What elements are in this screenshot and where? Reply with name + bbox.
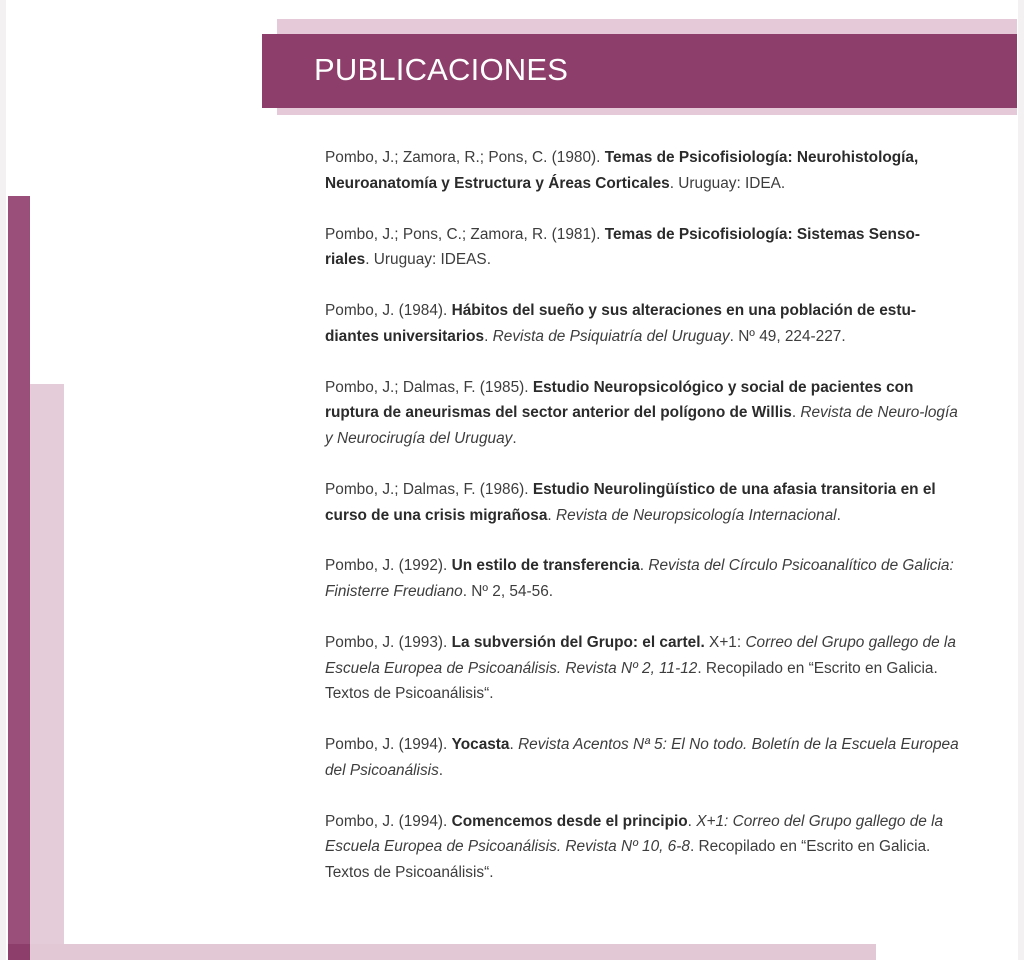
- pub-authors: Pombo, J.; Dalmas, F. (1985).: [325, 378, 533, 396]
- pub-authors: Pombo, J. (1984).: [325, 302, 452, 320]
- publication-item: [325, 553, 960, 604]
- publication-item: [325, 732, 960, 783]
- section-title: PUBLICACIONES: [314, 52, 569, 87]
- pub-journal: X+1: Correo del Grupo gallego de la Escuela Europea de Psicoanálisis. Revista Nº 10, 6-8: [325, 812, 944, 856]
- pub-title: Temas de Psicofisiología: Sistemas Senso-riales: [325, 225, 921, 269]
- pub-separator: .: [509, 736, 519, 754]
- pub-journal: Revista de Psiquiatría del Uruguay: [492, 327, 730, 345]
- pub-separator: .: [687, 812, 697, 830]
- pub-title: Estudio Neurolingüístico de una afasia transitoria en el curso de una crisis migrañosa: [325, 480, 936, 524]
- left-decoration-bar: [8, 196, 30, 960]
- bottom-decoration: [8, 944, 876, 960]
- pub-authors: Pombo, J. (1993).: [325, 634, 452, 652]
- pub-separator: .: [484, 327, 493, 345]
- pub-title: La subversión del Grupo: el cartel.: [451, 634, 705, 652]
- pub-separator: .: [547, 506, 556, 524]
- publication-item: [325, 222, 960, 273]
- pub-title: Hábitos del sueño y sus alteraciones en una población de estu-diantes universitarios: [325, 302, 917, 345]
- publication-item: [325, 375, 960, 452]
- pub-title: Un estilo de transferencia: [451, 557, 640, 575]
- pub-title: Estudio Neuropsicológico y social de pacientes con ruptura de aneurismas del sector anterior del polígono de Willis: [325, 378, 914, 422]
- pub-journal: Revista de Neuropsicología Internacional: [555, 506, 837, 524]
- pub-details: . Uruguay: IDEAS.: [365, 251, 491, 269]
- pub-journal: Revista Acentos Nª 5: El No todo. Boletín de la Escuela Europea del Psicoanálisis: [325, 736, 959, 779]
- publication-item: [325, 298, 960, 349]
- publication-item: [325, 477, 960, 528]
- pub-authors: Pombo, J. (1994).: [325, 812, 452, 830]
- pub-details: .: [836, 506, 841, 524]
- pub-details: . Uruguay: IDEA.: [669, 174, 786, 192]
- pub-title: Comencemos desde el principio: [451, 812, 688, 830]
- section-header: [262, 34, 1017, 108]
- pub-authors: Pombo, J. (1992).: [325, 557, 452, 575]
- pub-authors: Pombo, J.; Pons, C.; Zamora, R. (1981).: [325, 225, 605, 243]
- pub-journal: Correo del Grupo gallego de la Escuela Europea de Psicoanálisis. Revista Nº 2, 11-12: [325, 634, 956, 677]
- pub-details: .: [438, 761, 444, 779]
- pub-authors: Pombo, J.; Zamora, R.; Pons, C. (1980).: [325, 149, 605, 166]
- pub-details: . Nº 2, 54-56.: [462, 583, 554, 601]
- pub-journal: Revista del Círculo Psicoanalítico de Galicia: Finisterre Freudiano: [325, 557, 954, 601]
- pub-authors: Pombo, J. (1994).: [325, 736, 452, 754]
- pub-details: . Nº 49, 224-227.: [729, 327, 846, 345]
- pub-details: .: [512, 429, 517, 447]
- pub-authors: Pombo, J.; Dalmas, F. (1986).: [325, 480, 533, 498]
- bottom-decoration-corner: [8, 944, 30, 960]
- pub-separator: .: [639, 557, 649, 575]
- publication-item: [325, 145, 960, 196]
- pub-title: Temas de Psicofisiología: Neurohistología, Neuroanatomía y Estructura y Áreas Corticales: [325, 149, 919, 192]
- pub-separator: X+1:: [704, 634, 746, 652]
- publication-item: [325, 809, 960, 886]
- publication-list: [325, 145, 960, 911]
- pub-details: . Recopilado en “Escrito en Galicia. Textos de Psicoanálisis“.: [325, 838, 931, 881]
- pub-separator: .: [791, 404, 801, 422]
- publication-item: [325, 630, 960, 707]
- pub-title: Yocasta: [451, 736, 510, 754]
- pub-journal: Revista de Neuro-logía y Neurocirugía del Uruguay: [325, 404, 958, 447]
- pub-details: . Recopilado en “Escrito en Galicia. Textos de Psicoanálisis“.: [325, 659, 938, 703]
